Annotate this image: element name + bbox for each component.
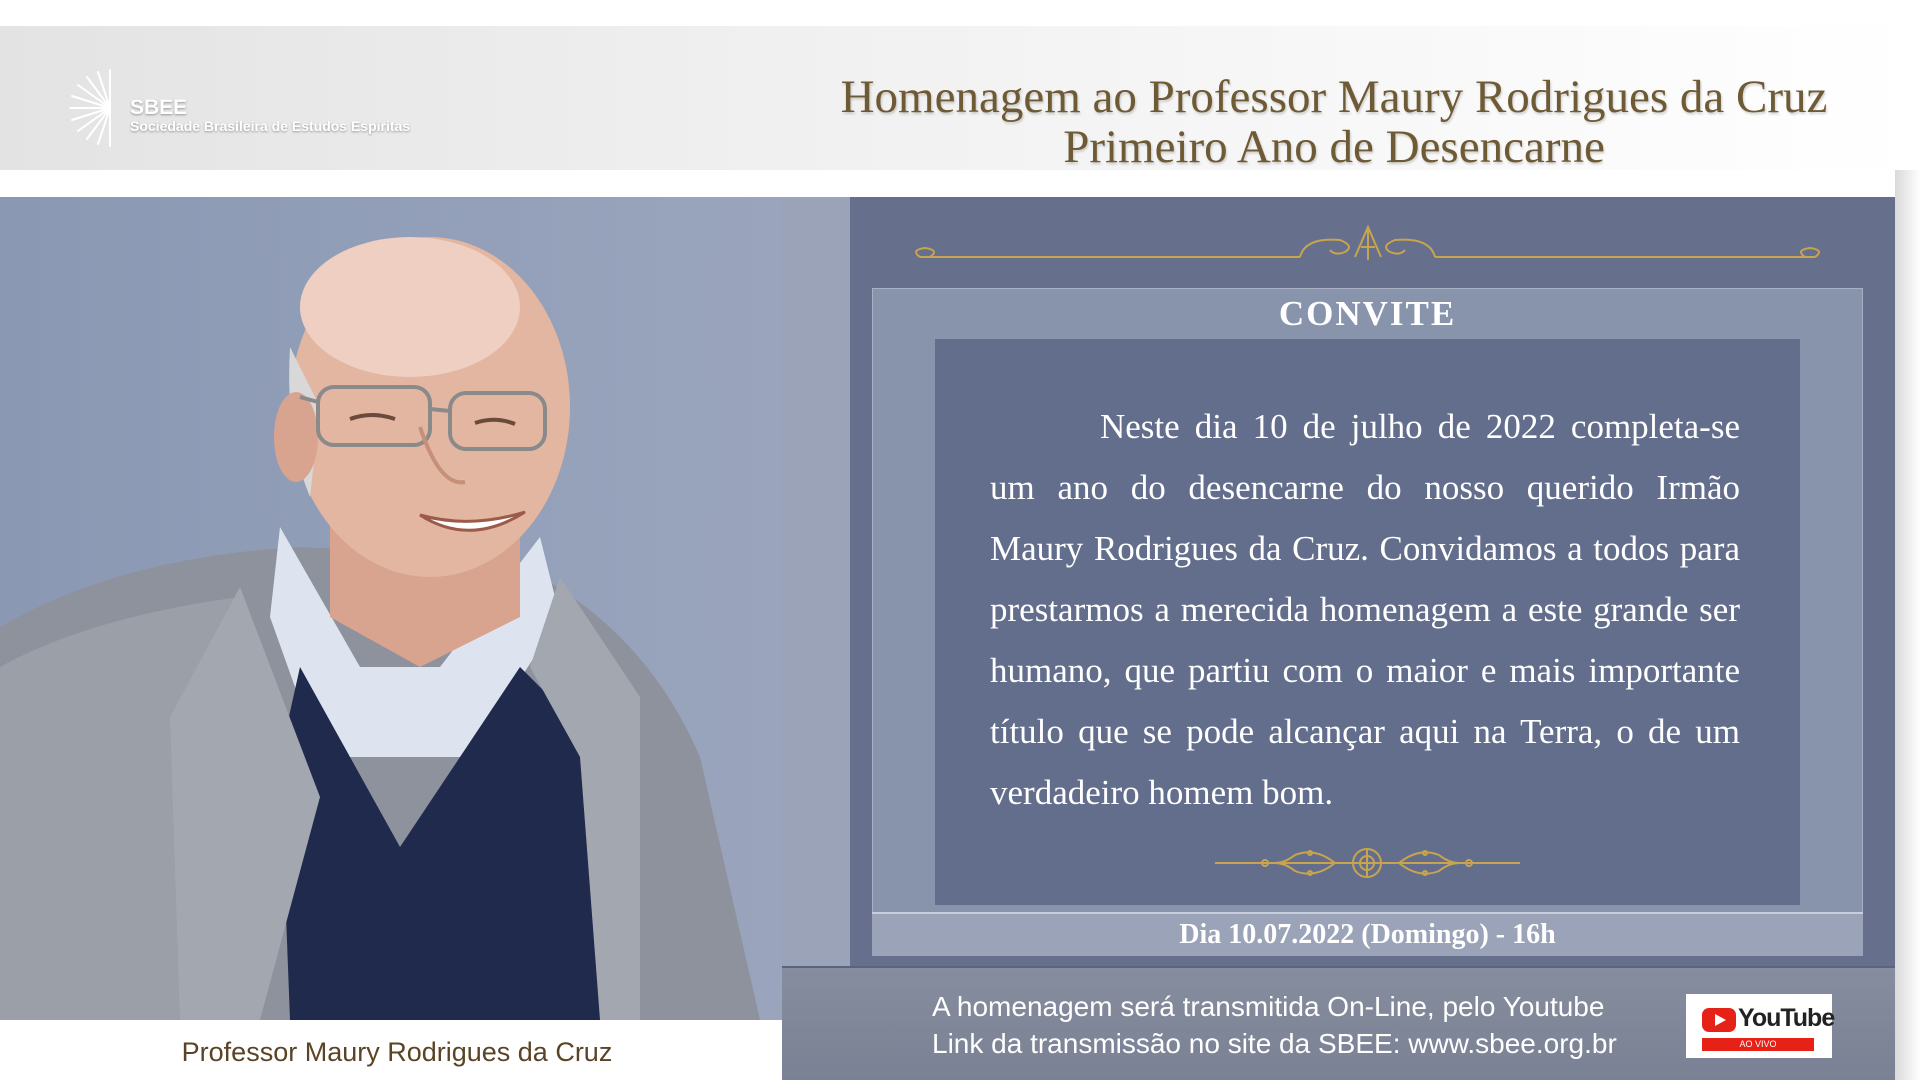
flourish-icon <box>1215 845 1520 881</box>
right-edge-shade <box>1895 170 1920 1080</box>
title-line-1: Homenagem ao Professor Maury Rodrigues da Cruz <box>840 71 1828 123</box>
flourish-icon <box>900 222 1835 262</box>
portrait-photo <box>0 197 782 1020</box>
event-date: Dia 10.07.2022 (Domingo) - 16h <box>872 912 1863 956</box>
youtube-play-icon <box>1702 1008 1736 1032</box>
ornament-divider-bottom <box>1215 845 1520 886</box>
sunburst-icon <box>68 68 128 148</box>
invitation-body: Neste dia 10 de julho de 2022 completa-se um ano do desencarne do nosso querido Irmão Maury Rodrigues da Cruz. Convidamos a todos para prestarmos a merecida homenagem a este grande ser humano, que partiu com o maior e mais importante título que se pode alcançar aqui na Terra, o de um verdadeiro homem bom. <box>990 407 1740 812</box>
separator-strip <box>782 197 850 1080</box>
broadcast-line-2: Link da transmissão no site da SBEE: www.sbee.org.br <box>932 1028 1617 1059</box>
sbee-logo <box>68 68 448 148</box>
broadcast-line-1: A homenagem será transmitida On-Line, pelo Youtube <box>932 991 1605 1022</box>
invitation-heading: CONVITE <box>1278 294 1457 333</box>
photo-caption: Professor Maury Rodrigues da Cruz <box>133 1022 661 1080</box>
youtube-wordmark: YouTube <box>1738 1004 1835 1032</box>
logo-name: SBEE <box>130 96 188 119</box>
page-title <box>784 72 1884 172</box>
broadcast-info <box>932 988 1617 1062</box>
title-line-2: Primeiro Ano de Desencarne <box>1063 121 1605 173</box>
youtube-live-label: AO VIVO <box>1702 1038 1814 1051</box>
youtube-live-badge[interactable] <box>1686 994 1835 1058</box>
logo-subtitle: Sociedade Brasileira de Estudos Espíritas <box>130 118 411 134</box>
portrait-illustration <box>0 197 782 1020</box>
ornament-divider-top <box>900 222 1835 267</box>
